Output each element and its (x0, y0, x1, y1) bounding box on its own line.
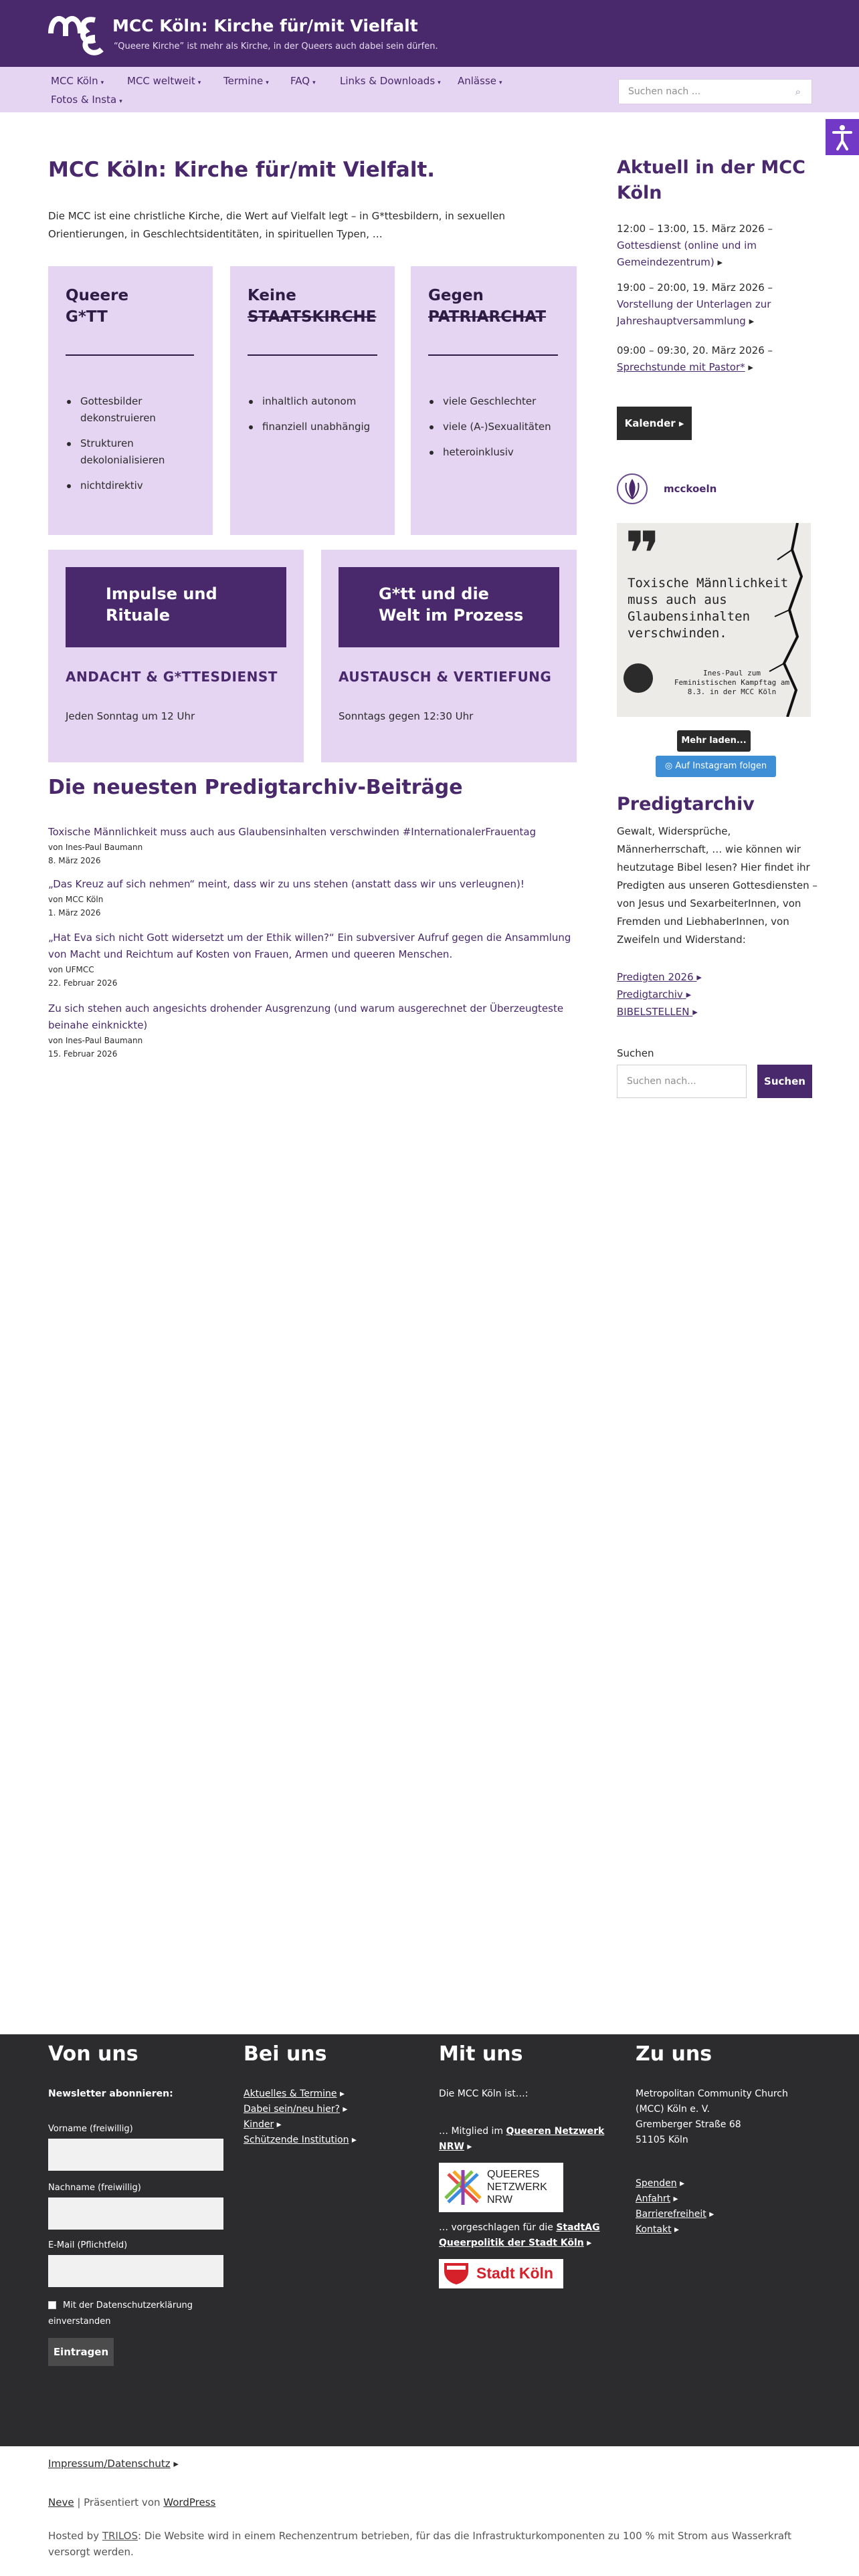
footer-link-dabei-sein[interactable]: Dabei sein/neu hier? ▸ (244, 2104, 348, 2115)
instagram-post-text: Toxische Männlichkeit muss auch aus Glaubensinhalten verschwinden. (628, 576, 789, 641)
site-header (0, 0, 859, 67)
search-input[interactable]: Suchen nach... (617, 1065, 747, 1098)
sidebar-current-title: Aktuell in der MCC Köln (617, 157, 805, 203)
list-item: finanziell unabhängig (248, 419, 375, 435)
nav-item-fotos-insta[interactable]: Fotos & Insta ▾ (51, 94, 122, 106)
logo-mcc[interactable] (48, 11, 107, 56)
footer-link-spenden[interactable]: Spenden ▸ (636, 2178, 685, 2189)
arrow-icon: ▸ (749, 315, 755, 327)
sidebar-archive-title: Predigtarchiv (617, 794, 755, 815)
chevron-down-icon: ▾ (312, 80, 316, 86)
event-time: 09:00 – 09:30, 20. März 2026 – (617, 344, 773, 356)
list-item: viele (A-)Sexualitäten (428, 419, 555, 435)
search-button[interactable]: Suchen (757, 1065, 812, 1098)
archive-section-title: Die neuesten Predigtarchiv-Beiträge (48, 776, 463, 799)
tile-heading: AUSTAUSCH & VERTIEFUNG (339, 669, 552, 685)
divider (428, 354, 558, 356)
coat-of-arms-icon (443, 2262, 470, 2286)
event-link[interactable]: Gottesdienst (online und im Gemeindezentrum) (617, 239, 757, 268)
tile-title: Queere G*TT (66, 287, 129, 326)
instagram-icon: ◎ (664, 761, 676, 771)
divider (66, 354, 194, 356)
footer-mit-uns-intro: Die MCC Köln ist…: (439, 2088, 529, 2099)
firstname-label: Vorname (freiwillig) (48, 2124, 133, 2134)
calendar-button[interactable]: Kalender ▸ (617, 407, 692, 440)
nav-item-links-downloads[interactable]: Links & Downloads ▾ (340, 75, 441, 87)
archive-link-predigten-2026[interactable]: Predigten 2026 ▸ (617, 971, 702, 983)
post-title-link[interactable]: Zu sich stehen auch angesichts drohender Ausgrenzung (und warum ausgerechnet der Überzeugteste beinahe einknickte) (48, 1002, 564, 1031)
lastname-label: Nachname (freiwillig) (48, 2183, 141, 2193)
tile-subtext: Jeden Sonntag um 12 Uhr (66, 710, 195, 722)
instagram-post-subtext: Ines-Paul zum Feministischen Kampftag am 8.3. in der MCC Köln (674, 669, 790, 696)
post-author: von Ines-Paul Baumann (48, 1036, 143, 1045)
intro-text: Die MCC ist eine christliche Kirche, die Wert auf Vielfalt legt – in G*ttesbildern, in sexuellen Orientierungen, in Geschlechtsidentitäten, in spirituellen Typen, … (48, 210, 506, 240)
nav-item-mcc-weltweit[interactable]: MCC weltweit ▾ (127, 75, 201, 87)
post-date: 22. Februar 2026 (48, 978, 118, 988)
footer-address: Metropolitan Community Church (MCC) Köln e. V. Gremberger Straße 68 51105 Köln (636, 2088, 788, 2145)
tile-title: Gegen PATRIARCHAT (428, 287, 547, 326)
accessibility-button[interactable] (826, 119, 859, 155)
post-title-link[interactable]: Toxische Männlichkeit muss auch aus Glaubensinhalten verschwinden #InternationalerFrauentag (48, 826, 537, 838)
list-item: inhaltlich autonom (248, 393, 375, 410)
list-item: viele Geschlechter (428, 393, 555, 410)
instagram-follow-button[interactable]: ◎ Auf Instagram folgen (656, 756, 776, 777)
list-item: heteroinklusiv (428, 444, 555, 461)
instagram-post[interactable] (617, 523, 811, 717)
chevron-down-icon: ▾ (119, 98, 122, 105)
tile-band-gott-welt[interactable]: G*tt und die Welt im Prozess (339, 567, 559, 647)
post-title-link[interactable]: „Das Kreuz auf sich nehmen“ meint, dass wir zu uns stehen (anstatt dass wir uns verleugnen)! (48, 878, 524, 890)
page-title: MCC Köln: Kirche für/mit Vielfalt. (48, 158, 436, 182)
archive-description: Gewalt, Widersprüche, Männerherrschaft, … wie können wir heutzutage Bibel lesen? Hier findet ihr Predigten aus unseren Gottesdiensten – von Jesus und SexarbeiterInnen, von Fremden und LiebhaberInnen, von Zweifeln und Widerstand: (617, 825, 818, 946)
newsletter-label: Newsletter abonnieren: (48, 2088, 173, 2099)
tile-list (248, 393, 375, 444)
list-item (48, 1000, 577, 1061)
nav-item-mcc-koeln[interactable]: MCC Köln ▾ (51, 75, 104, 87)
footer-member-text: … Mitglied im Queeren Netzwerk NRW ▸ (439, 2126, 605, 2152)
search-icon[interactable]: ⌕ (795, 86, 801, 98)
list-item (48, 876, 577, 920)
list-item (48, 824, 577, 867)
footer-link-barrierefreiheit[interactable]: Barrierefreiheit ▸ (636, 2209, 714, 2220)
post-date: 15. Februar 2026 (48, 1049, 118, 1059)
post-date: 8. März 2026 (48, 856, 101, 865)
footer-link-aktuelles[interactable]: Aktuelles & Termine ▸ (244, 2088, 345, 2099)
credits-row: Neve | Präsentiert von WordPress (48, 2496, 216, 2508)
list-item: nichtdirektiv (66, 477, 193, 494)
badge-text: QUEERES NETZWERK NRW (487, 2169, 547, 2206)
footer-link-kinder[interactable]: Kinder ▸ (244, 2119, 282, 2130)
trilos-link[interactable]: TRILOS (102, 2530, 138, 2542)
firstname-field[interactable] (48, 2139, 223, 2171)
event-time: 12:00 – 13:00, 15. März 2026 – (617, 223, 773, 235)
chevron-down-icon: ▾ (499, 80, 502, 86)
rainbow-cross-icon (443, 2167, 483, 2208)
list-item: Gottesbilder dekonstruieren (66, 393, 193, 427)
tile-list (66, 393, 193, 503)
post-author: von MCC Köln (48, 895, 104, 904)
list-item (617, 221, 811, 271)
instagram-username[interactable]: mcckoeln (664, 483, 717, 495)
nav-search-placeholder: Suchen nach ... (628, 86, 701, 97)
tile-band-impulse[interactable]: Impulse und Rituale (66, 567, 286, 647)
footer-link-anfahrt[interactable]: Anfahrt ▸ (636, 2193, 678, 2204)
list-item (617, 342, 811, 376)
divider (248, 354, 377, 356)
footer-proposed-text: … vorgeschlagen für die StadtAG Queerpolitik der Stadt Köln ▸ (439, 2222, 600, 2248)
footer-heading-bei-uns: Bei uns (244, 2042, 327, 2066)
impressum-link[interactable]: Impressum/Datenschutz (48, 2458, 171, 2470)
event-link[interactable]: Sprechstunde mit Pastor* (617, 361, 745, 373)
chevron-down-icon: ▾ (197, 80, 201, 86)
tile-keine-staatskirche (230, 266, 395, 535)
tile-heading: ANDACHT & G*TTESDIENST (66, 669, 278, 685)
arrow-icon: ▸ (748, 361, 753, 373)
nav-item-anlaesse[interactable]: Anlässe ▾ (458, 75, 502, 87)
post-author: von Ines-Paul Baumann (48, 843, 143, 852)
archive-link-predigtarchiv[interactable]: Predigtarchiv ▸ (617, 988, 692, 1000)
email-label: E-Mail (Pflichtfeld) (48, 2240, 128, 2250)
queeres-netzwerk-badge[interactable] (439, 2163, 563, 2212)
chevron-down-icon: ▾ (100, 80, 104, 86)
tile-queere-gott (48, 266, 213, 535)
nav-search-input[interactable] (618, 79, 812, 104)
stadt-koeln-badge[interactable] (439, 2259, 563, 2288)
post-date: 1. März 2026 (48, 908, 101, 918)
queeres-netzwerk-link[interactable]: Queeren Netzwerk NRW (439, 2126, 605, 2152)
tile-list (428, 393, 555, 469)
instagram-avatar-icon (618, 475, 646, 503)
nav-item-faq[interactable]: FAQ ▾ (290, 75, 316, 87)
logo-mcc (624, 663, 653, 693)
post-author: von UFMCC (48, 965, 94, 974)
wordpress-link[interactable]: WordPress (163, 2496, 216, 2508)
neve-link[interactable]: Neve (48, 2496, 74, 2508)
site-tagline: “Queere Kirche” ist mehr als Kirche, in der Queers auch dabei sein dürfen. (114, 41, 438, 51)
email-field[interactable] (48, 2255, 223, 2287)
hosting-note: Hosted by TRILOS: Die Website wird in einem Rechenzentrum betrieben, für das die Infrastrukturkomponenten zu 100 % mit Strom aus Wasserkraft versorgt werden. (48, 2530, 791, 2558)
footer-heading-mit-uns: Mit uns (439, 2042, 523, 2066)
event-time: 19:00 – 20:00, 19. März 2026 – (617, 282, 773, 294)
stadtag-link[interactable]: StadtAG Queerpolitik der Stadt Köln (439, 2222, 600, 2248)
nav-item-termine[interactable]: Termine ▾ (223, 75, 269, 87)
footer-link-schuetzende-institution[interactable]: Schützende Institution ▸ (244, 2135, 357, 2145)
arrow-icon: ▸ (717, 256, 723, 268)
avatar[interactable] (617, 473, 648, 504)
list-item (617, 280, 811, 330)
footer-heading-von-uns: Von uns (48, 2042, 138, 2066)
load-more-button[interactable]: Mehr laden... (677, 730, 751, 752)
subscribe-button[interactable]: Eintragen (48, 2338, 114, 2366)
tile-title: Keine STAATSKIRCHE (248, 287, 377, 326)
list-item: Strukturen dekolonialisieren (66, 435, 193, 469)
tile-gegen-patriarchat (411, 266, 577, 535)
quote-icon: ❞ (625, 523, 660, 589)
accessibility-icon (826, 119, 859, 155)
chevron-down-icon: ▾ (266, 80, 269, 86)
lastname-field[interactable] (48, 2197, 223, 2230)
impressum-row: Impressum/Datenschutz ▸ (48, 2458, 179, 2470)
search-label: Suchen (617, 1047, 654, 1059)
footer-heading-zu-uns: Zu uns (636, 2042, 712, 2066)
list-item (48, 930, 577, 990)
chevron-down-icon: ▾ (438, 80, 441, 86)
post-title-link[interactable]: „Hat Eva sich nicht Gott widersetzt um der Ethik willen?“ Ein subversiver Aufruf gegen die Ansammlung von Macht und Reichtum auf Kosten von Frauen, Armen und queeren Menschen. (48, 932, 571, 960)
tile-subtext: Sonntags gegen 12:30 Uhr (339, 710, 474, 722)
badge-text: Stadt Köln (476, 2264, 553, 2282)
event-link[interactable]: Vorstellung der Unterlagen zur Jahreshauptversammlung (617, 298, 771, 327)
site-title[interactable]: MCC Köln: Kirche für/mit Vielfalt (112, 16, 418, 35)
archive-link-bibelstellen[interactable]: BIBELSTELLEN ▸ (617, 1006, 698, 1018)
consent-label: Mit der Datenschutzerklärung einverstanden (48, 2300, 193, 2327)
footer-link-kontakt[interactable]: Kontakt ▸ (636, 2224, 680, 2235)
